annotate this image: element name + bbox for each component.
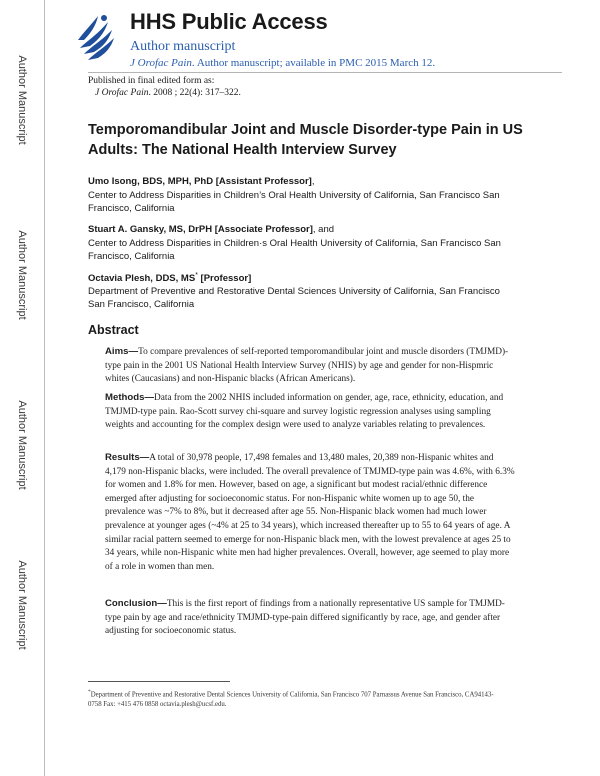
abstract-methods: Methods—Data from the 2002 NHIS included information on gender, age, race, ethnicity, education, and TMJMD-type pain. Rao-Scott survey chi-square and survey logistic regression analyses using sampling weights and accounting for the complex design were used to analyze variables relating to prevalences. bbox=[105, 392, 504, 431]
author-affiliation: Department of Preventive and Restorative Dental Sciences University of California, San Francisco San Francisco, California bbox=[88, 286, 500, 310]
abstract-aims: Aims—To compare prevalences of self-reported temporomandibular joint and muscle disorders (TMJMD)-type pain in the 2001 US National Health Interview Survey (NHIS) by age and gender for non-Hispmric whites (Caucasians) and non-Hispanic blacks (African Americans). bbox=[105, 346, 509, 385]
citation: J Orofac Pain. 2008 ; 22(4): 317–322. bbox=[95, 88, 241, 98]
author-affiliation: Center to Address Disparities in Children’s Oral Health University of California, San Francisco San Francisco, California bbox=[88, 190, 500, 214]
hhs-public-access-title: HHS Public Access bbox=[130, 9, 328, 34]
header-divider bbox=[88, 72, 562, 73]
author-name: Umo Isong, BDS, MPH, PhD [Assistant Professor], bbox=[88, 176, 315, 187]
abstract-results: Results—A total of 30,978 people, 17,498 females and 13,480 males, 20,389 non-Hispanic whites and 4,179 non-Hispanic blacks, were included. The overall prevalence of TMJMD-type pain was 4.6%, with 6.3% for women and 1.8% for men. However, based on age, a significant but modest racial/ethnic difference emerged after adjusting for socioeconomic status. For non-Hispanic white women up to age 50, the prevalence was ~7% to 8%, but it decreased after age 55. Non-Hispanic black women had much lower prevalence at younger ages (~4% at 25 to 34 years), which increased thereafter up to 55 to 64 years of age. A similar racial pattern seemed to emerge for non-Hispanic black men, with the lowest prevalence at ages 25 to 34 years, while non-Hispanic white men had higher prevalences. Overall, however, age seemed to play more of a role in women than men. bbox=[105, 452, 515, 572]
author-manuscript-subtitle: Author manuscript bbox=[130, 39, 236, 54]
journal-availability-line: J Orofac Pain. Author manuscript; available in PMC 2015 March 12. bbox=[130, 57, 436, 69]
article-title: Temporomandibular Joint and Muscle Disorder-type Pain in US Adults: The National Health Interview Survey bbox=[88, 122, 523, 158]
author-affiliation: Center to Address Disparities in Children·s Oral Health University of California, San Francisco San Francisco, California bbox=[88, 238, 501, 262]
citation-journal: J Orofac Pain bbox=[95, 88, 149, 98]
abstract-heading: Abstract bbox=[88, 323, 139, 337]
journal-name: J Orofac Pain bbox=[130, 57, 192, 69]
published-label: Published in final edited form as: bbox=[88, 76, 215, 86]
author-manuscript-sidebar: Author Manuscript Author Manuscript Author Manuscript Author Manuscript bbox=[0, 0, 45, 776]
footnote-divider bbox=[88, 681, 230, 682]
footnote: *Department of Preventive and Restorative Dental Sciences University of California, San Francisco 707 Parnassus Avenue San Francisco, CA94143-0758 Fax: +415 476 0858 octavia.plesh@ucsf.edu. bbox=[88, 689, 494, 709]
author-name: Stuart A. Gansky, MS, DrPH [Associate Professor], and bbox=[88, 224, 335, 235]
abstract-conclusion: Conclusion—This is the first report of findings from a nationally representative US sample for TMJMD-type pain by age and race/ethnicity TMJMD-type-pain differed significantly by race, age, and gender after adjusting for socioeconomic status. bbox=[105, 598, 505, 637]
author-name: Octavia Plesh, DDS, MS* [Professor] bbox=[88, 272, 252, 285]
hhs-eagle-logo-icon bbox=[74, 10, 118, 66]
